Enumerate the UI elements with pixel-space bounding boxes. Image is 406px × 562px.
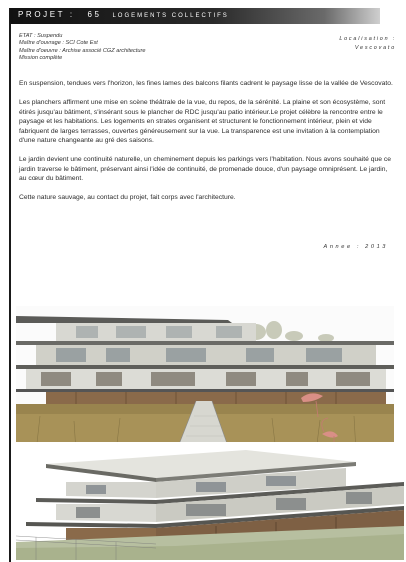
- localisation-label: Localisation :: [339, 36, 396, 42]
- projet-type: LOGEMENTS COLLECTIFS: [112, 13, 229, 19]
- annee-value: 2013: [365, 244, 388, 250]
- localisation-value: Vescovato: [354, 45, 396, 51]
- description: [19, 79, 396, 212]
- paragraph: Les planchers affirment une mise en scène théâtrale de la vue, du repos, de la sérénité. La plaine et son écosystème, sont étirés jusqu'au bâtiment, s'insérant sous le plancher de RDC jusqu'au patio intérieur.Le projet célèbre la rencontre entre le paysage et les habitations. Les logements en strates organisent et structurent le fonctionnement intérieur, plein et vide fabriquent de larges terrasses, ouvertes généreusement sur la vue. La transparence est une invitation à la contemplation d'une nature changeante au gré des saisons.: [19, 99, 386, 144]
- maitre-oeuvre: Maître d'oeuvre : Archise associé CGZ architecture: [19, 47, 146, 54]
- paragraph: Cette nature sauvage, au contact du projet, fait corps avec l'architecture.: [19, 194, 236, 201]
- page-title: [18, 10, 229, 19]
- etat: ETAT : Suspendu: [19, 33, 63, 39]
- render-front-elevation: [16, 306, 394, 452]
- project-meta: [19, 33, 145, 63]
- projet-number: 65: [87, 10, 102, 19]
- localisation: [339, 35, 396, 53]
- annee-label: Annee :: [323, 244, 361, 250]
- paragraph: Le jardin devient une continuité naturelle, un cheminement depuis les parkings vers l'habitation. Nous avons souhaité que ce jardin traverse le bâtiment, préservant ainsi l'idée de continuité, de promenade douce, d'un paysage omniprésent. Le jardin, au cœur du bâtiment.: [19, 156, 392, 182]
- mission: Mission complète: [19, 55, 63, 62]
- paragraph: En suspension, tendues vers l'horizon, les fines lames des balcons filants cadrent le paysage lisse de la vallée de Vescovato.: [19, 80, 393, 87]
- maitre-ouvrage: Maître d'ouvrage : SCI Cote Est: [19, 40, 98, 47]
- left-vertical-rule: [9, 8, 11, 562]
- render-perspective: [16, 442, 404, 560]
- projet-label: PROJET :: [18, 10, 75, 19]
- annee: [324, 244, 389, 250]
